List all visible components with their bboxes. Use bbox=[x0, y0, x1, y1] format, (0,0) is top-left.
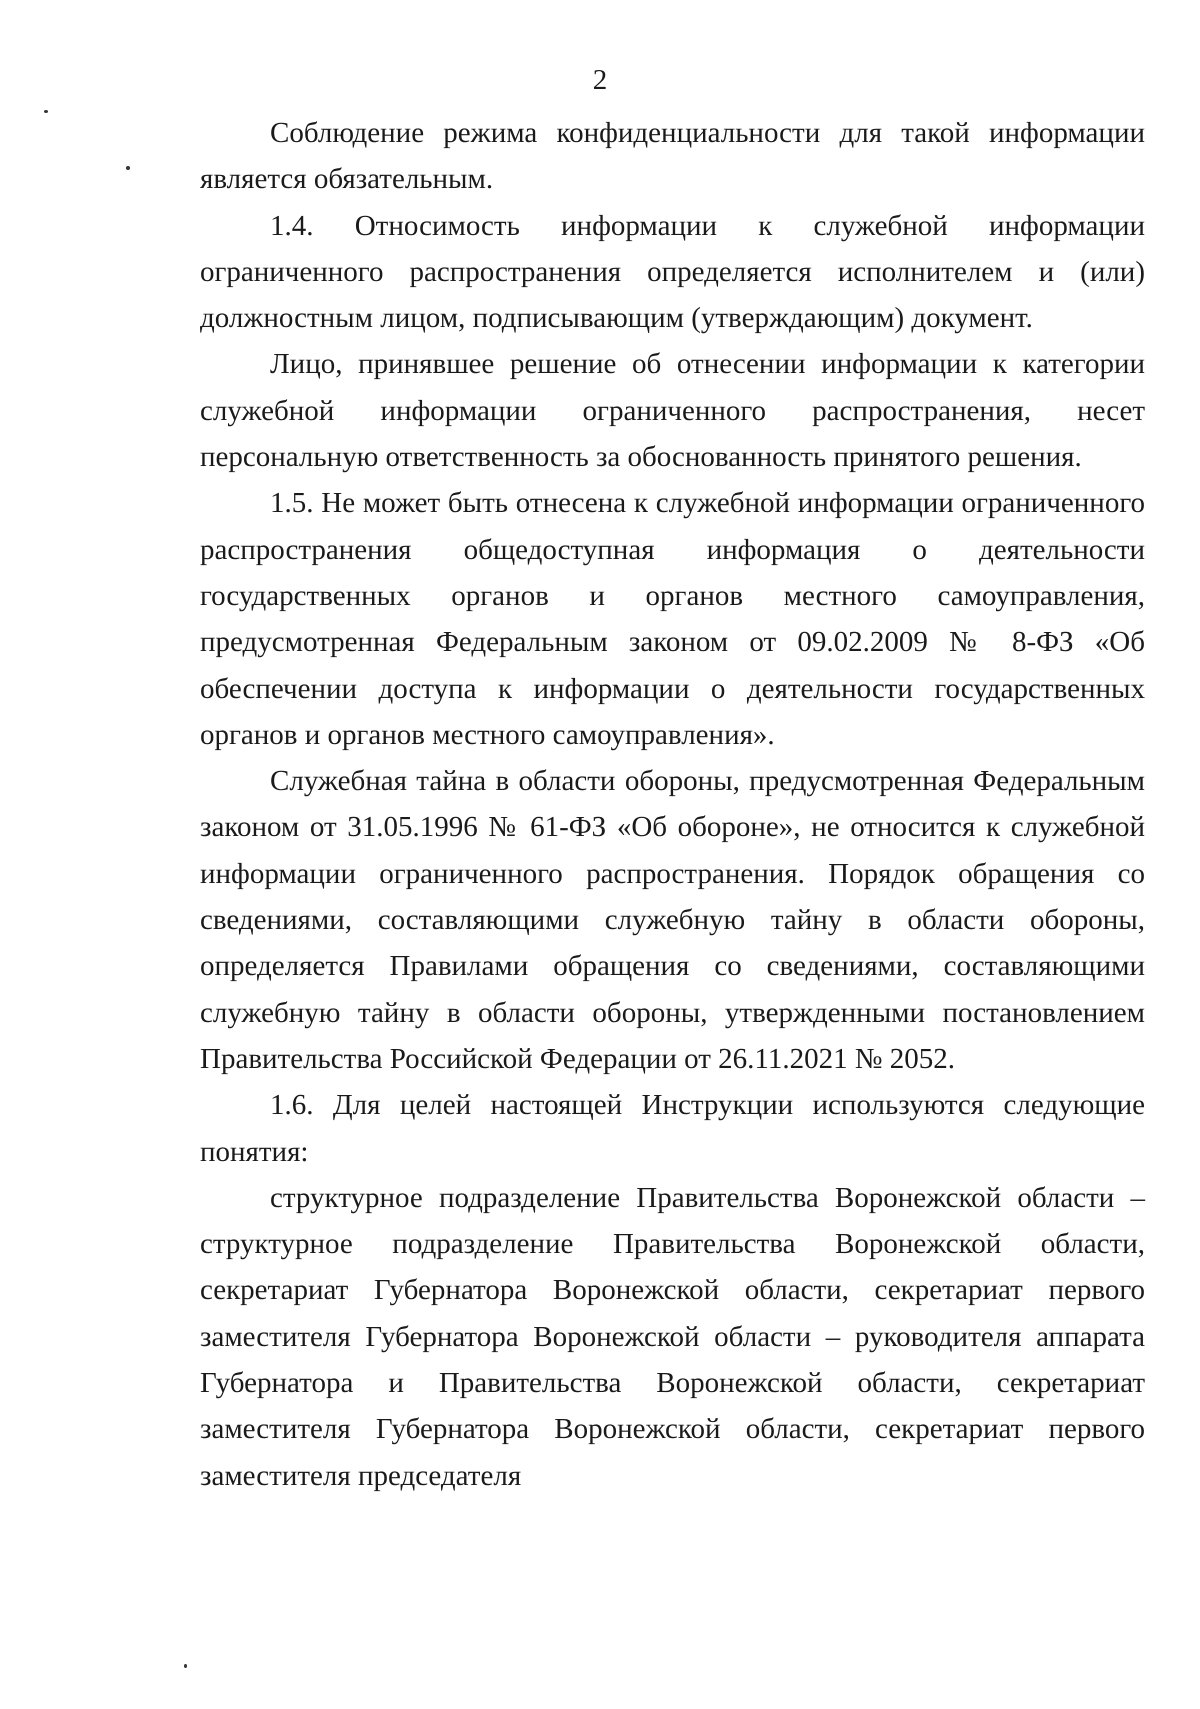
scan-speck bbox=[126, 166, 130, 170]
paragraph-1-4: 1.4. Относимость информации к служебной информации ограниченного распространения определяется исполнителем и (или) должностным лицом, подписывающим (утверждающим) документ. bbox=[200, 209, 1145, 335]
paragraph-responsibility: Лицо, принявшее решение об отнесении информации к категории служебной информации ограниченного распространения, несет персональную ответственность за обоснованность принятого решения. bbox=[200, 348, 1145, 474]
paragraph-1-6: 1.6. Для целей настоящей Инструкции используются следующие понятия: bbox=[200, 1089, 1145, 1168]
paragraph-confidentiality: Соблюдение режима конфиденциальности для такой информации является обязательным. bbox=[200, 117, 1145, 196]
paragraph-definition-structural-unit: структурное подразделение Правительства Воронежской области – структурное подразделение Правительства Воронежской области, секретариат Губернатора Воронежской области, секретариат первого заместителя Губернатора Воронежской области – руководителя аппарата Губернатора и Правительства Воронежской области, секретариат заместителя Губернатора Воронежской области, секретариат первого заместителя председателя bbox=[200, 1181, 1145, 1492]
page-number: 2 bbox=[592, 64, 608, 96]
scan-speck bbox=[184, 1664, 187, 1668]
paragraph-defense-secret: Служебная тайна в области обороны, предусмотренная Федеральным законом от 31.05.1996 № 61-ФЗ «Об обороне», не относится к служебной информации ограниченного распространения. Порядок обращения со сведениями, составляющими служебную тайну в области обороны, определяется Правилами обращения со сведениями, составляющими служебную тайну в области обороны, утвержденными постановлением Правительства Российской Федерации от 26.11.2021 № 2052. bbox=[200, 765, 1145, 1075]
scan-speck bbox=[44, 110, 48, 113]
paragraph-1-5: 1.5. Не может быть отнесена к служебной информации ограниченного распространения общедоступная информация о деятельности государственных органов и органов местного самоуправления, предусмотренная Федеральным законом от 09.02.2009 № 8-ФЗ «Об обеспечении доступа к информации о деятельности государственных органов и органов местного самоуправления». bbox=[200, 487, 1145, 751]
document-body bbox=[200, 110, 1145, 1499]
